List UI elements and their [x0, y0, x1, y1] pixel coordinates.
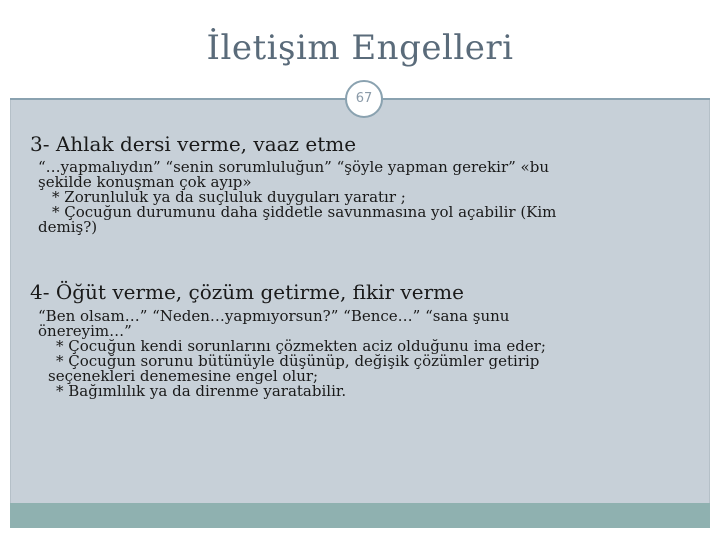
section-heading-1: 3- Ahlak dersi verme, vaaz etme — [30, 132, 357, 156]
body-line: önereyim…” — [38, 322, 132, 340]
section-heading-2: 4- Öğüt verme, çözüm getirme, fikir verme — [30, 280, 464, 304]
footer-bar — [10, 503, 710, 528]
slide-title: İletişim Engelleri — [206, 28, 514, 68]
page-number-badge: 67 — [345, 80, 383, 118]
body-line: “Ben olsam…” “Neden…yapmıyorsun?” “Bence…” “sana şunu — [38, 307, 510, 325]
section-body-1 — [38, 160, 556, 235]
body-line: seçenekleri denemesine engel olur; — [48, 367, 319, 385]
section-body-2 — [38, 309, 546, 399]
bullet-line: * Çocuğun durumunu daha şiddetle savunmasına yol açabilir (Kim — [52, 203, 557, 221]
bullet-line: * Çocuğun sorunu bütünüyle düşünüp, değişik çözümler getirip — [56, 352, 540, 370]
body-line: şekilde konuşman çok ayıp» — [38, 173, 252, 191]
body-line: demiş?) — [38, 218, 98, 236]
bullet-line: * Çocuğun kendi sorunlarını çözmekten aciz olduğunu ima eder; — [56, 337, 546, 355]
bullet-line: * Bağımlılık ya da direnme yaratabilir. — [56, 382, 347, 400]
body-line: “…yapmalıydın” “senin sorumluluğun” “şöyle yapman gerekir” «bu — [38, 158, 549, 176]
bullet-line: * Zorunluluk ya da suçluluk duyguları yaratır ; — [52, 188, 406, 206]
